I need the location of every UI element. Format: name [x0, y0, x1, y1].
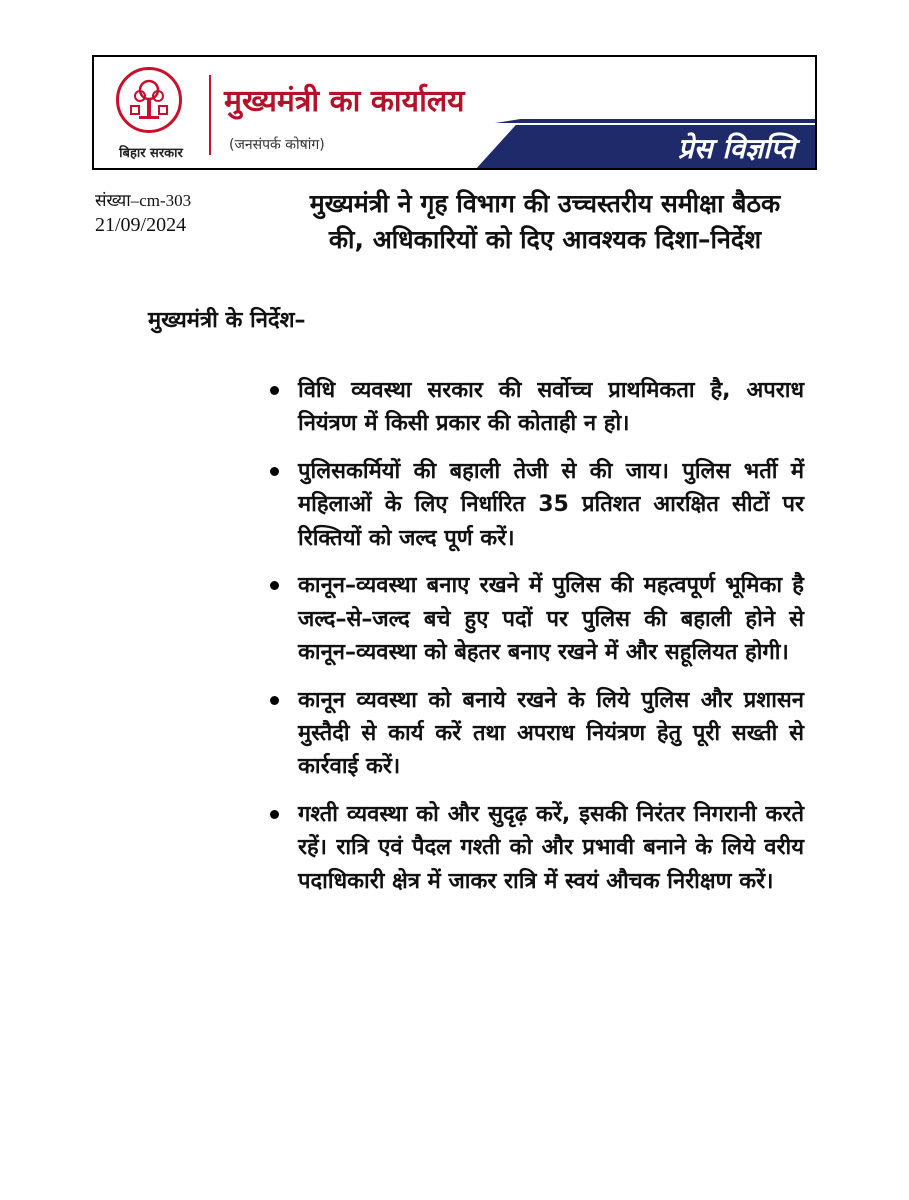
- press-release-label: प्रेस विज्ञप्ति: [677, 132, 795, 165]
- header-banner: [92, 55, 817, 170]
- reference-date: 21/09/2024: [95, 214, 187, 236]
- list-item: [268, 374, 804, 441]
- directives-heading: मुख्यमंत्री के निर्देश–: [148, 308, 306, 333]
- list-item-text: कानून–व्यवस्था बनाए रखने में पुलिस की महत्वपूर्ण भूमिका है जल्द–से–जल्द बचे हुए पदों पर पुलिस की बहाली होने से कानून–व्यवस्था को बेहतर बनाए रखने में और सहूलियत होगी।: [298, 573, 804, 666]
- logo-text: बिहार सरकार: [119, 146, 183, 161]
- list-item: [268, 798, 804, 898]
- bullet-icon: [270, 696, 279, 705]
- office-title: मुख्यमंत्री का कार्यालय: [224, 84, 465, 119]
- list-item-text: गश्ती व्यवस्था को और सुदृढ़ करें, इसकी निरंतर निगरानी करते रहें। रात्रि एवं पैदल गश्ती को और प्रभावी बनाने के लिये वरीय पदाधिकारी क्षेत्र में जाकर रात्रि में स्वयं औचक निरीक्षण करें।: [298, 801, 804, 894]
- press-headline: मुख्यमंत्री ने गृह विभाग की उच्चस्तरीय समीक्षा बैठक की, अधिकारियों को दिए आवश्यक दिशा–निर्देश: [309, 189, 781, 254]
- bullet-icon: [270, 386, 279, 395]
- banner-stripe: [495, 119, 815, 123]
- bihar-government-logo: [106, 65, 196, 165]
- list-item: [268, 569, 804, 669]
- directives-list: [268, 374, 804, 912]
- list-item: [268, 684, 804, 784]
- list-item-text: पुलिसकर्मियों की बहाली तेजी से की जाय। पुलिस भर्ती में महिलाओं के लिए निर्धारित 35 प्रतिशत आरक्षित सीटों पर रिक्तियों को जल्द पूर्ण करें।: [298, 458, 804, 551]
- bullet-icon: [270, 467, 279, 476]
- emblem-icon: [116, 67, 182, 133]
- bullet-icon: [270, 581, 279, 590]
- list-item: [268, 455, 804, 555]
- bullet-icon: [270, 810, 279, 819]
- reference-number: संख्या–cm-303: [95, 191, 192, 210]
- banner-divider: [209, 75, 211, 155]
- list-item-text: कानून व्यवस्था को बनाये रखने के लिये पुलिस और प्रशासन मुस्तैदी से कार्य करें तथा अपराध नियंत्रण हेतु पूरी सख्ती से कार्रवाई करें।: [298, 687, 804, 780]
- list-item-text: विधि व्यवस्था सरकार की सर्वोच्च प्राथमिकता है, अपराध नियंत्रण में किसी प्रकार की कोताही न हो।: [298, 378, 804, 437]
- office-subtitle: (जनसंपर्क कोषांग): [229, 137, 325, 153]
